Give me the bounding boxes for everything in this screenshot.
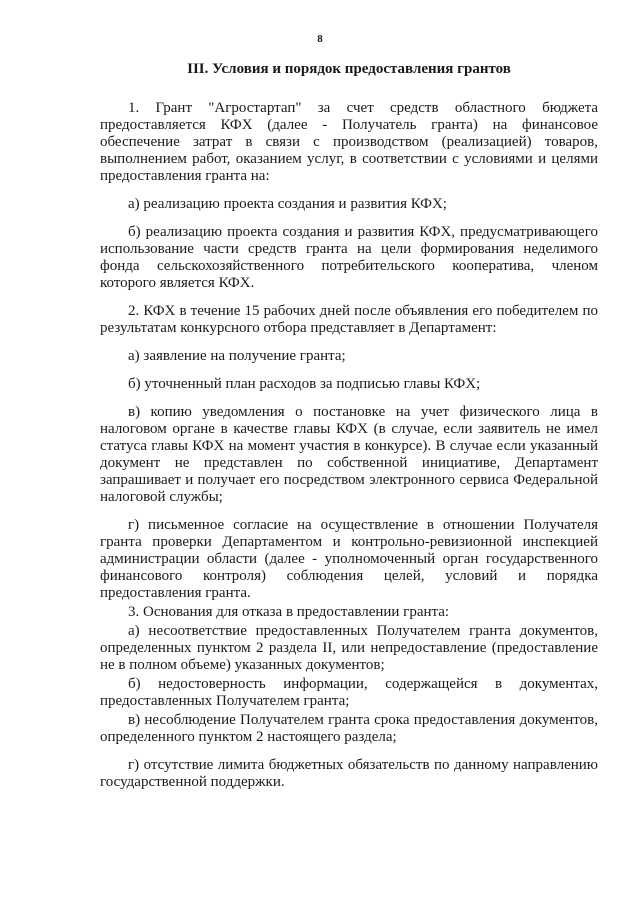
section-title: III. Условия и порядок предоставления грантов	[187, 61, 511, 77]
paragraph-3b: б) недостоверность информации, содержащейся в документах, предоставленных Получателем гранта;	[100, 676, 598, 709]
paragraph-3v: в) несоблюдение Получателем гранта срока предоставления документов, определенного пунктом 2 настоящего раздела;	[100, 712, 598, 745]
paragraph-1: 1. Грант "Агростартап" за счет средств областного бюджета предоставляется КФХ (далее - Получатель гранта) на финансовое обеспечение затрат в связи с производством (реализацией) товаров, выполнением работ, оказанием услуг, в соответствии с условиями и целями предоставления гранта на:	[100, 100, 598, 184]
document-body	[100, 60, 598, 791]
page-number: 8	[317, 33, 323, 45]
paragraph-2v: в) копию уведомления о постановке на учет физического лица в налоговом органе в качестве главы КФХ (в случае, если заявитель не имел статуса главы КФХ на момент участия в конкурсе). В случае если указанный документ не представлен по собственной инициативе, Департамент запрашивает и получает его посредством электронного сервиса Федеральной налоговой службы;	[100, 404, 598, 505]
paragraph-2: 2. КФХ в течение 15 рабочих дней после объявления его победителем по результатам конкурсного отбора представляет в Департамент:	[100, 303, 598, 336]
paragraph-2a: а) заявление на получение гранта;	[128, 348, 346, 364]
paragraph-3g: г) отсутствие лимита бюджетных обязательств по данному направлению государственной поддержки.	[100, 757, 598, 790]
paragraph-3a: а) несоответствие предоставленных Получателем гранта документов, определенных пунктом 2 раздела II, или непредоставление (предоставление не в полном объеме) указанных документов;	[100, 623, 598, 673]
paragraph-2b: б) уточненный план расходов за подписью главы КФХ;	[128, 376, 481, 392]
paragraph-1b: б) реализацию проекта создания и развития КФХ, предусматривающего использование части средств гранта на цели формирования неделимого фонда сельскохозяйственного потребительского кооператива, членом которого является КФХ.	[100, 224, 598, 291]
paragraph-3: 3. Основания для отказа в предоставлении гранта:	[128, 604, 450, 620]
paragraph-1a: а) реализацию проекта создания и развития КФХ;	[128, 196, 447, 212]
paragraph-2g: г) письменное согласие на осуществление в отношении Получателя гранта проверки Департаментом и контрольно-ревизионной инспекцией администрации области (далее - уполномоченный орган государственного финансового контроля) соблюдения целей, условий и порядка предоставления гранта.	[100, 517, 598, 601]
